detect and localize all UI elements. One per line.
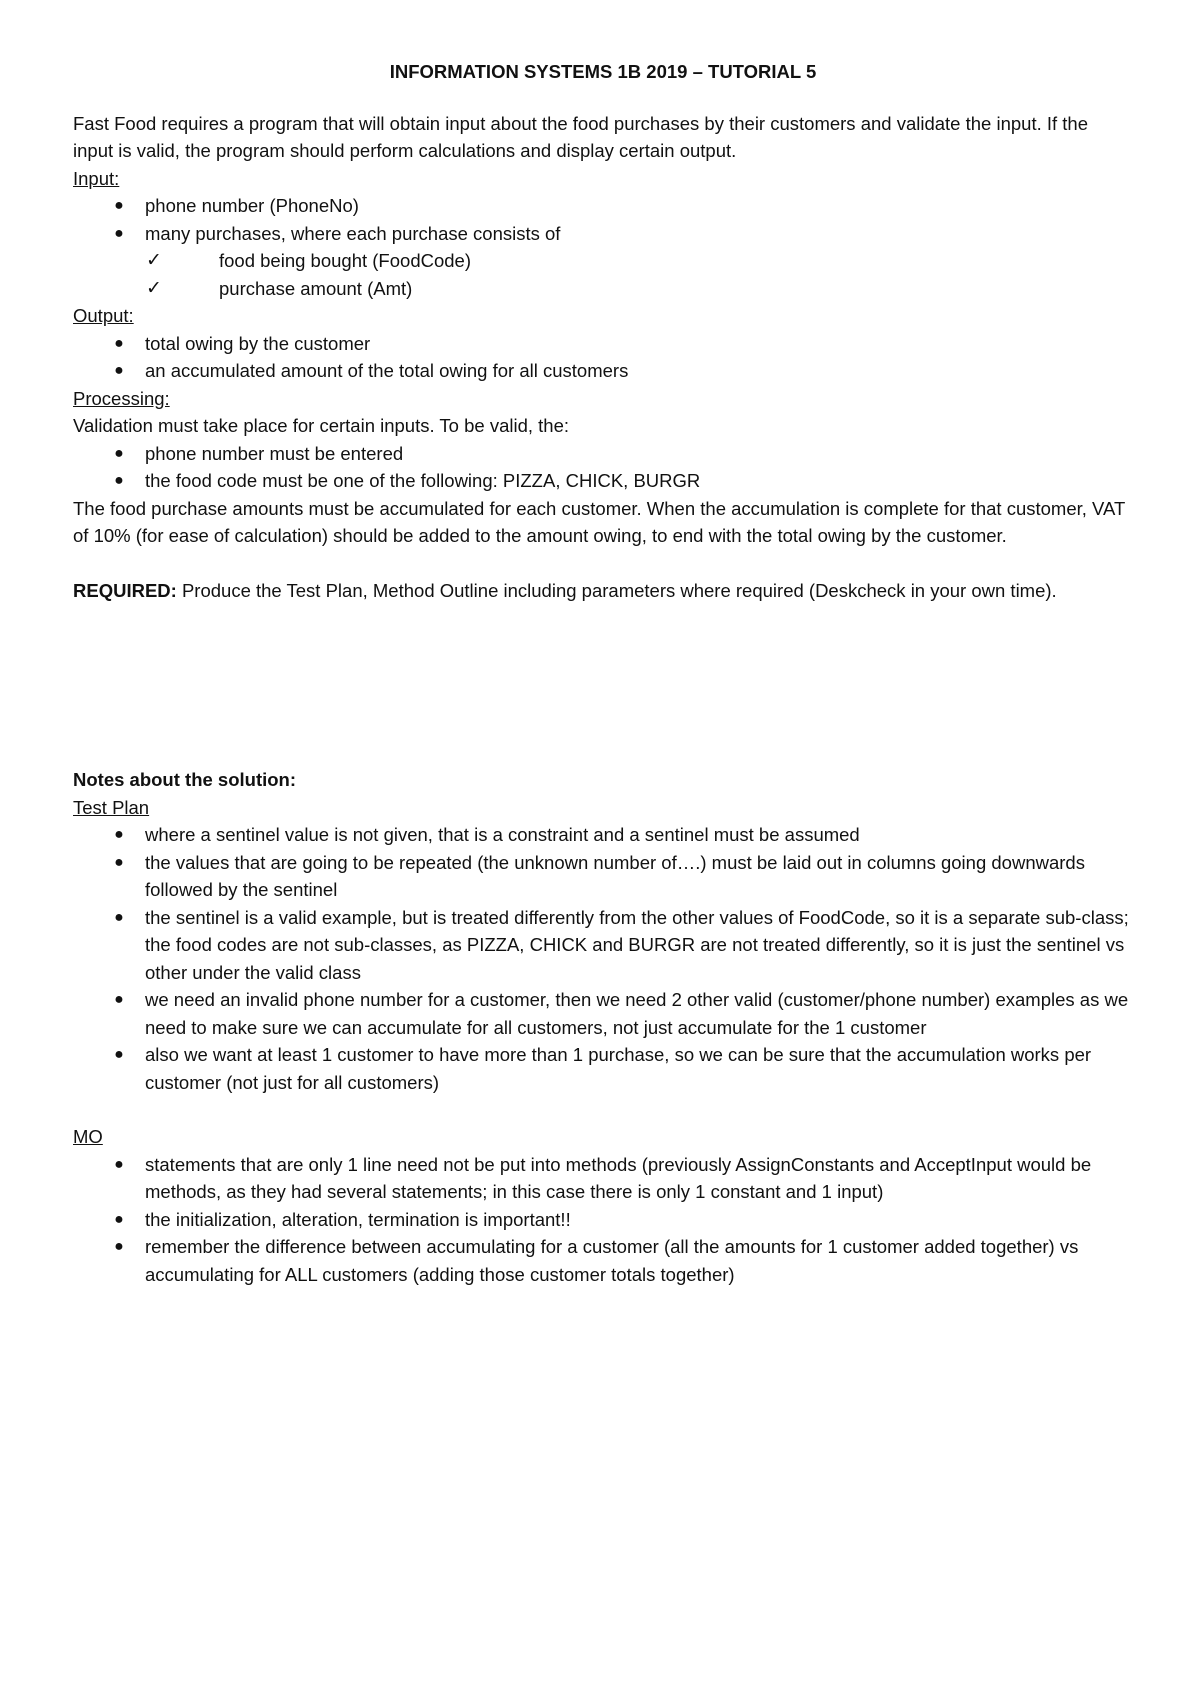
list-item-text: statements that are only 1 line need not be put into methods (previously AssignConstants and AcceptInput would be methods, as they had several statements; in this case there is only 1 constant and 1 input) — [145, 1153, 1092, 1202]
mo-list — [73, 1151, 1133, 1289]
list-item — [73, 357, 1133, 385]
bullet-dot-icon: ● — [114, 362, 124, 379]
spacer — [73, 604, 1133, 766]
required-text: Produce the Test Plan, Method Outline including parameters where required (Deskcheck in your own time). — [176, 579, 1057, 601]
test-plan-list — [73, 821, 1133, 1096]
list-item — [73, 275, 1133, 303]
intro-paragraph: Fast Food requires a program that will obtain input about the food purchases by their customers and validate the input. If the input is valid, the program should perform calculations and display certain output. — [73, 112, 1088, 161]
page-title: INFORMATION SYSTEMS 1B 2019 – TUTORIAL 5 — [389, 61, 817, 82]
list-item — [73, 330, 1133, 358]
list-item-text: an accumulated amount of the total owing for all customers — [145, 360, 629, 381]
bullet-dot-icon: ● — [114, 472, 124, 489]
required-paragraph — [73, 577, 1133, 605]
processing-list — [73, 440, 1133, 495]
list-item — [73, 821, 1133, 849]
bullet-dot-icon: ● — [114, 334, 124, 352]
list-item — [73, 440, 1133, 468]
bullet-dot-icon: ● — [114, 1046, 124, 1063]
list-item — [73, 220, 1133, 248]
bullet-dot-icon: ● — [114, 197, 124, 214]
processing-intro: Validation must take place for certain inputs. To be valid, the: — [73, 415, 570, 436]
input-heading: Input: — [73, 167, 120, 189]
checkmark-icon: ✓ — [146, 250, 162, 271]
processing-heading: Processing: — [73, 387, 170, 409]
input-list — [73, 192, 1133, 247]
bullet-dot-icon: ● — [114, 908, 124, 926]
bullet-dot-icon: ● — [114, 853, 124, 871]
bullet-dot-icon: ● — [114, 1238, 124, 1255]
list-item — [73, 1151, 1133, 1206]
spacer — [73, 550, 1133, 577]
input-sub-list — [73, 247, 1133, 302]
list-item-text: phone number (PhoneNo) — [145, 195, 359, 216]
list-item-text: we need an invalid phone number for a customer, then we need 2 other valid (customer/phone number) examples as we need to make sure we can accumulate for all customers, not just accumulate for the 1 customer — [145, 989, 1129, 1038]
spacer — [73, 1096, 1133, 1123]
required-label: REQUIRED: — [73, 579, 177, 601]
list-item-text: remember the difference between accumulating for a customer (all the amounts for 1 customer added together) vs accumulating for ALL customers (adding those customer totals together) — [145, 1236, 1079, 1285]
notes-heading: Notes about the solution: — [73, 769, 297, 790]
bullet-dot-icon: ● — [114, 1210, 124, 1228]
checkmark-icon: ✓ — [146, 277, 162, 299]
list-item — [73, 192, 1133, 220]
list-item-text: the values that are going to be repeated (the unknown number of….) must be laid out in columns going downwards followed by the sentinel — [145, 851, 1085, 900]
list-item — [73, 904, 1133, 987]
list-item-text: phone number must be entered — [145, 442, 404, 464]
list-item-text: food being bought (FoodCode) — [219, 250, 471, 271]
processing-paragraph: The food purchase amounts must be accumulated for each customer. When the accumulation is complete for that customer, VAT of 10% (for ease of calculation) should be added to the amount owing, to end with the total owing by the customer. — [73, 497, 1125, 546]
list-item-text: the sentinel is a valid example, but is treated differently from the other values of FoodCode, so it is a separate sub-class; the food codes are not sub-classes, as PIZZA, CHICK and BURGR are not treated differently, so it is just the sentinel vs other under the valid class — [145, 906, 1129, 983]
bullet-dot-icon: ● — [114, 224, 124, 242]
list-item — [73, 247, 1133, 275]
list-item — [73, 849, 1133, 904]
list-item-text: also we want at least 1 customer to have more than 1 purchase, so we can be sure that the accumulation works per customer (not just for all customers) — [145, 1044, 1092, 1093]
list-item-text: the initialization, alteration, termination is important!! — [145, 1208, 571, 1230]
list-item-text: where a sentinel value is not given, that is a constraint and a sentinel must be assumed — [145, 824, 860, 845]
bullet-dot-icon: ● — [114, 826, 124, 843]
list-item-text: many purchases, where each purchase consists of — [145, 222, 561, 244]
list-item — [73, 1206, 1133, 1234]
bullet-dot-icon: ● — [114, 991, 124, 1008]
mo-heading: MO — [73, 1126, 103, 1147]
list-item — [73, 1041, 1133, 1096]
bullet-dot-icon: ● — [114, 1155, 124, 1173]
list-item-text: total owing by the customer — [145, 332, 371, 354]
output-list — [73, 330, 1133, 385]
bullet-dot-icon: ● — [114, 444, 124, 462]
document-page — [73, 58, 1133, 1288]
list-item-text: the food code must be one of the following: PIZZA, CHICK, BURGR — [145, 470, 701, 491]
list-item — [73, 1233, 1133, 1288]
output-heading: Output: — [73, 305, 134, 326]
list-item — [73, 986, 1133, 1041]
list-item — [73, 467, 1133, 495]
list-item-text: purchase amount (Amt) — [219, 277, 413, 299]
test-plan-heading: Test Plan — [73, 796, 150, 818]
